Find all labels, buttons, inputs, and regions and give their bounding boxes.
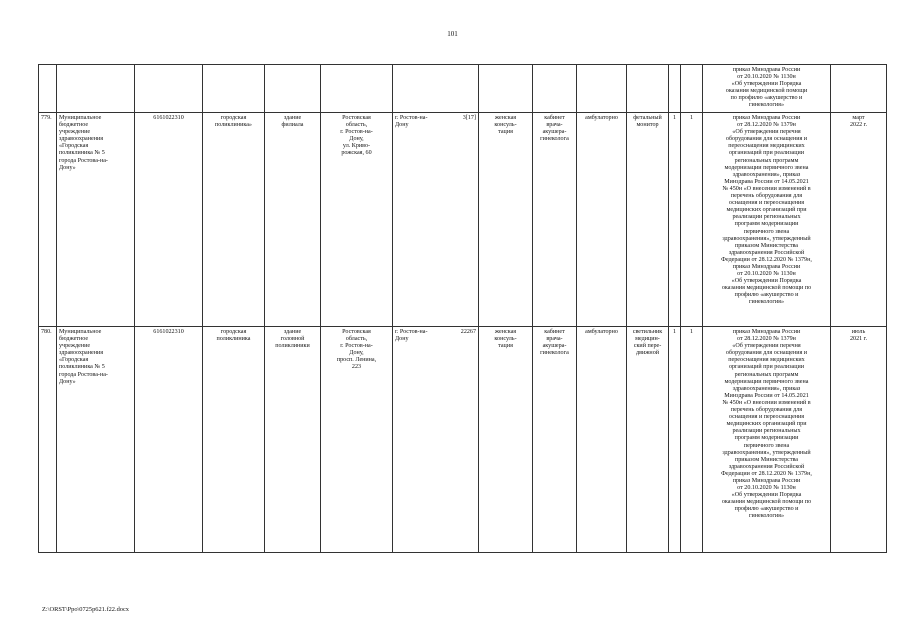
city-text: г. Ростов-на- Дону xyxy=(395,329,428,343)
population-text: 3[17] xyxy=(462,115,476,121)
cell-cabinet: кабинет врача- акушера- гинеколога xyxy=(533,113,577,327)
cell-address: Ростовская область, г. Ростов-на- Дону, ул. Криво- рожская, 60 xyxy=(321,113,393,327)
cell-profile xyxy=(479,65,533,113)
cell-city xyxy=(393,327,479,553)
table-row-continuation xyxy=(39,65,887,113)
population-text: 22267 xyxy=(460,329,476,335)
cell-address xyxy=(321,65,393,113)
equipment-table xyxy=(38,64,887,553)
page-number: 101 xyxy=(447,30,458,38)
cell-profile: женская консуль- тация xyxy=(479,113,533,327)
cell-cabinet xyxy=(533,65,577,113)
cell-date xyxy=(831,65,887,113)
cell-inn: 6161022310 xyxy=(135,327,203,553)
cell-date: июль 2021 г. xyxy=(831,327,887,553)
cell-num xyxy=(39,65,57,113)
table-row xyxy=(39,327,887,553)
cell-care-type: амбулаторно xyxy=(577,327,627,553)
cell-address: Ростовская область, г. Ростов-на- Дону, просп. Ленина, 223 xyxy=(321,327,393,553)
cell-inn xyxy=(135,65,203,113)
cell-legal-basis: приказ Минздрава России от 20.10.2020 № 1130н «Об утверждении Порядка оказания медицинской помощи по профилю «акушерство и гинекология» xyxy=(703,65,831,113)
cell-facility-type: городская поликлиника» xyxy=(203,113,265,327)
cell-qty-b: 1 xyxy=(681,113,703,327)
cell-organization xyxy=(57,65,135,113)
cell-qty-a: 1 xyxy=(669,113,681,327)
cell-facility-type xyxy=(203,65,265,113)
cell-legal-basis: приказ Минздрава России от 28.12.2020 № 1379н «Об утверждении перечня оборудования для оснащения и переоснащения медицинских организаций при реализации региональных программ модернизации первичного звена здравоохранения», приказ Минздрава России от 14.05.2021 № 450н «О внесении изменений в перечень оборудования для оснащения и переоснащения медицинских организаций при реализации региональных программ модернизации первичного звена здравоохранения», утвержденный приказом Министерства здравоохранения Российской Федерации от 28.12.2020 № 1379н, приказ Минздрава России от 20.10.2020 № 1130н «Об утверждении Порядка оказания медицинской помощи по профилю «акушерство и гинекология» xyxy=(703,327,831,553)
cell-qty-a: 1 xyxy=(669,327,681,553)
cell-num: 780. xyxy=(39,327,57,553)
cell-organization: Муниципальное бюджетное учреждение здравоохранения «Городская поликлиника № 5 города Ростова-на- Дону» xyxy=(57,113,135,327)
cell-city xyxy=(393,65,479,113)
footer-file-path: Z:\ORST\Ppo\0725p621.f22.docx xyxy=(42,606,129,613)
cell-equipment xyxy=(627,65,669,113)
cell-profile: женская консуль- тация xyxy=(479,327,533,553)
table-row xyxy=(39,113,887,327)
cell-care-type: амбулаторно xyxy=(577,113,627,327)
cell-building: здание филиала xyxy=(265,113,321,327)
cell-equipment: фетальный монитор xyxy=(627,113,669,327)
cell-organization: Муниципальное бюджетное учреждение здравоохранения «Городская поликлиника № 5 города Ростова-на- Дону» xyxy=(57,327,135,553)
cell-care-type xyxy=(577,65,627,113)
cell-empty xyxy=(669,65,681,113)
cell-equipment: светильник медицин- ский пере- движной xyxy=(627,327,669,553)
cell-inn: 6161022310 xyxy=(135,113,203,327)
city-text: г. Ростов-на- Дону xyxy=(395,115,428,129)
cell-legal-basis: приказ Минздрава России от 28.12.2020 № 1379н «Об утверждении перечня оборудования для оснащения и переоснащения медицинских организаций при реализации региональных программ модернизации первичного звена здравоохранения», приказ Минздрава России от 14.05.2021 № 450н «О внесении изменений в перечень оборудования для оснащения и переоснащения медицинских организаций при реализации региональных программ модернизации первичного звена здравоохранения», утвержденный приказом Министерства здравоохранения Российской Федерации от 28.12.2020 № 1379н, приказ Минздрава России от 20.10.2020 № 1130н «Об утверждении Порядка оказания медицинской помощи по профилю «акушерство и гинекология» xyxy=(703,113,831,327)
cell-date: март 2022 г. xyxy=(831,113,887,327)
cell-qty xyxy=(681,65,703,113)
cell-building xyxy=(265,65,321,113)
cell-city xyxy=(393,113,479,327)
cell-num: 779. xyxy=(39,113,57,327)
cell-cabinet: кабинет врача- акушера- гинеколога xyxy=(533,327,577,553)
cell-building: здание головной поликлиники xyxy=(265,327,321,553)
cell-facility-type: городская поликлиника xyxy=(203,327,265,553)
cell-qty-b: 1 xyxy=(681,327,703,553)
